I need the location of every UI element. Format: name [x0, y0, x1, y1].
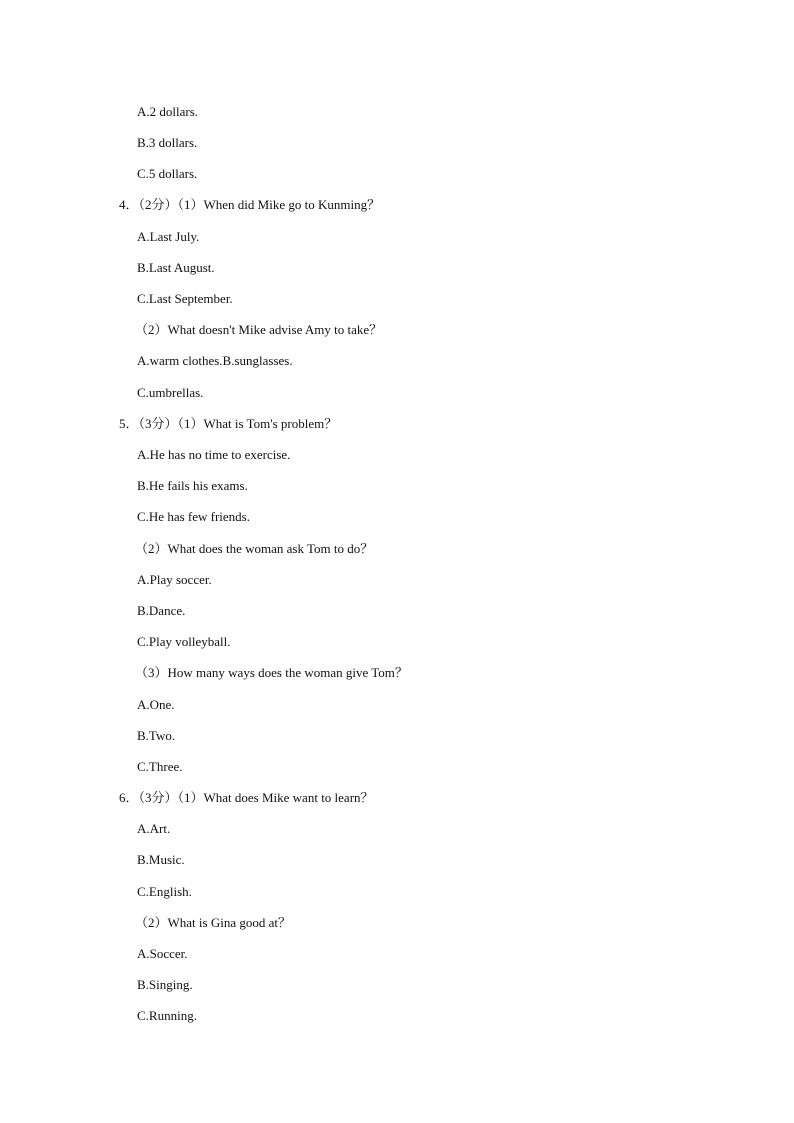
option-line: A.One.: [137, 697, 175, 712]
sub-question: （3）How many ways does the woman give Tom？: [135, 665, 408, 680]
option-line: A.Play soccer.: [137, 572, 212, 587]
option-line: A.Last July.: [137, 229, 200, 244]
question-heading: 6．（3分）（1）What does Mike want to learn？: [119, 790, 374, 805]
option-line: C.Three.: [137, 759, 183, 774]
question-heading: 5．（3分）（1）What is Tom's problem？: [119, 416, 338, 431]
option-line: A.He has no time to exercise.: [137, 447, 291, 462]
option-line: C.5 dollars.: [137, 166, 198, 181]
option-line: B.Dance.: [137, 603, 186, 618]
option-line: C.Running.: [137, 1008, 197, 1023]
option-line: B.3 dollars.: [137, 135, 198, 150]
option-line: C.umbrellas.: [137, 385, 204, 400]
option-line: B.Music.: [137, 852, 185, 867]
option-line: B.Two.: [137, 728, 176, 743]
option-line: A.2 dollars.: [137, 104, 199, 119]
option-line: A.warm clothes.B.sunglasses.: [137, 353, 293, 368]
option-line: C.Last September.: [137, 291, 233, 306]
sub-question: （2）What is Gina good at？: [135, 915, 291, 930]
option-line: B.Last August.: [137, 260, 215, 275]
option-line: B.He fails his exams.: [137, 478, 248, 493]
option-line: C.English.: [137, 884, 192, 899]
option-line: B.Singing.: [137, 977, 193, 992]
question-heading: 4．（2分）（1）When did Mike go to Kunming？: [119, 197, 381, 212]
sub-question: （2）What doesn't Mike advise Amy to take？: [135, 322, 383, 337]
option-line: C.Play volleyball.: [137, 634, 231, 649]
option-line: C.He has few friends.: [137, 509, 250, 524]
option-line: A.Art.: [137, 821, 171, 836]
sub-question: （2）What does the woman ask Tom to do？: [135, 541, 374, 556]
option-line: A.Soccer.: [137, 946, 188, 961]
